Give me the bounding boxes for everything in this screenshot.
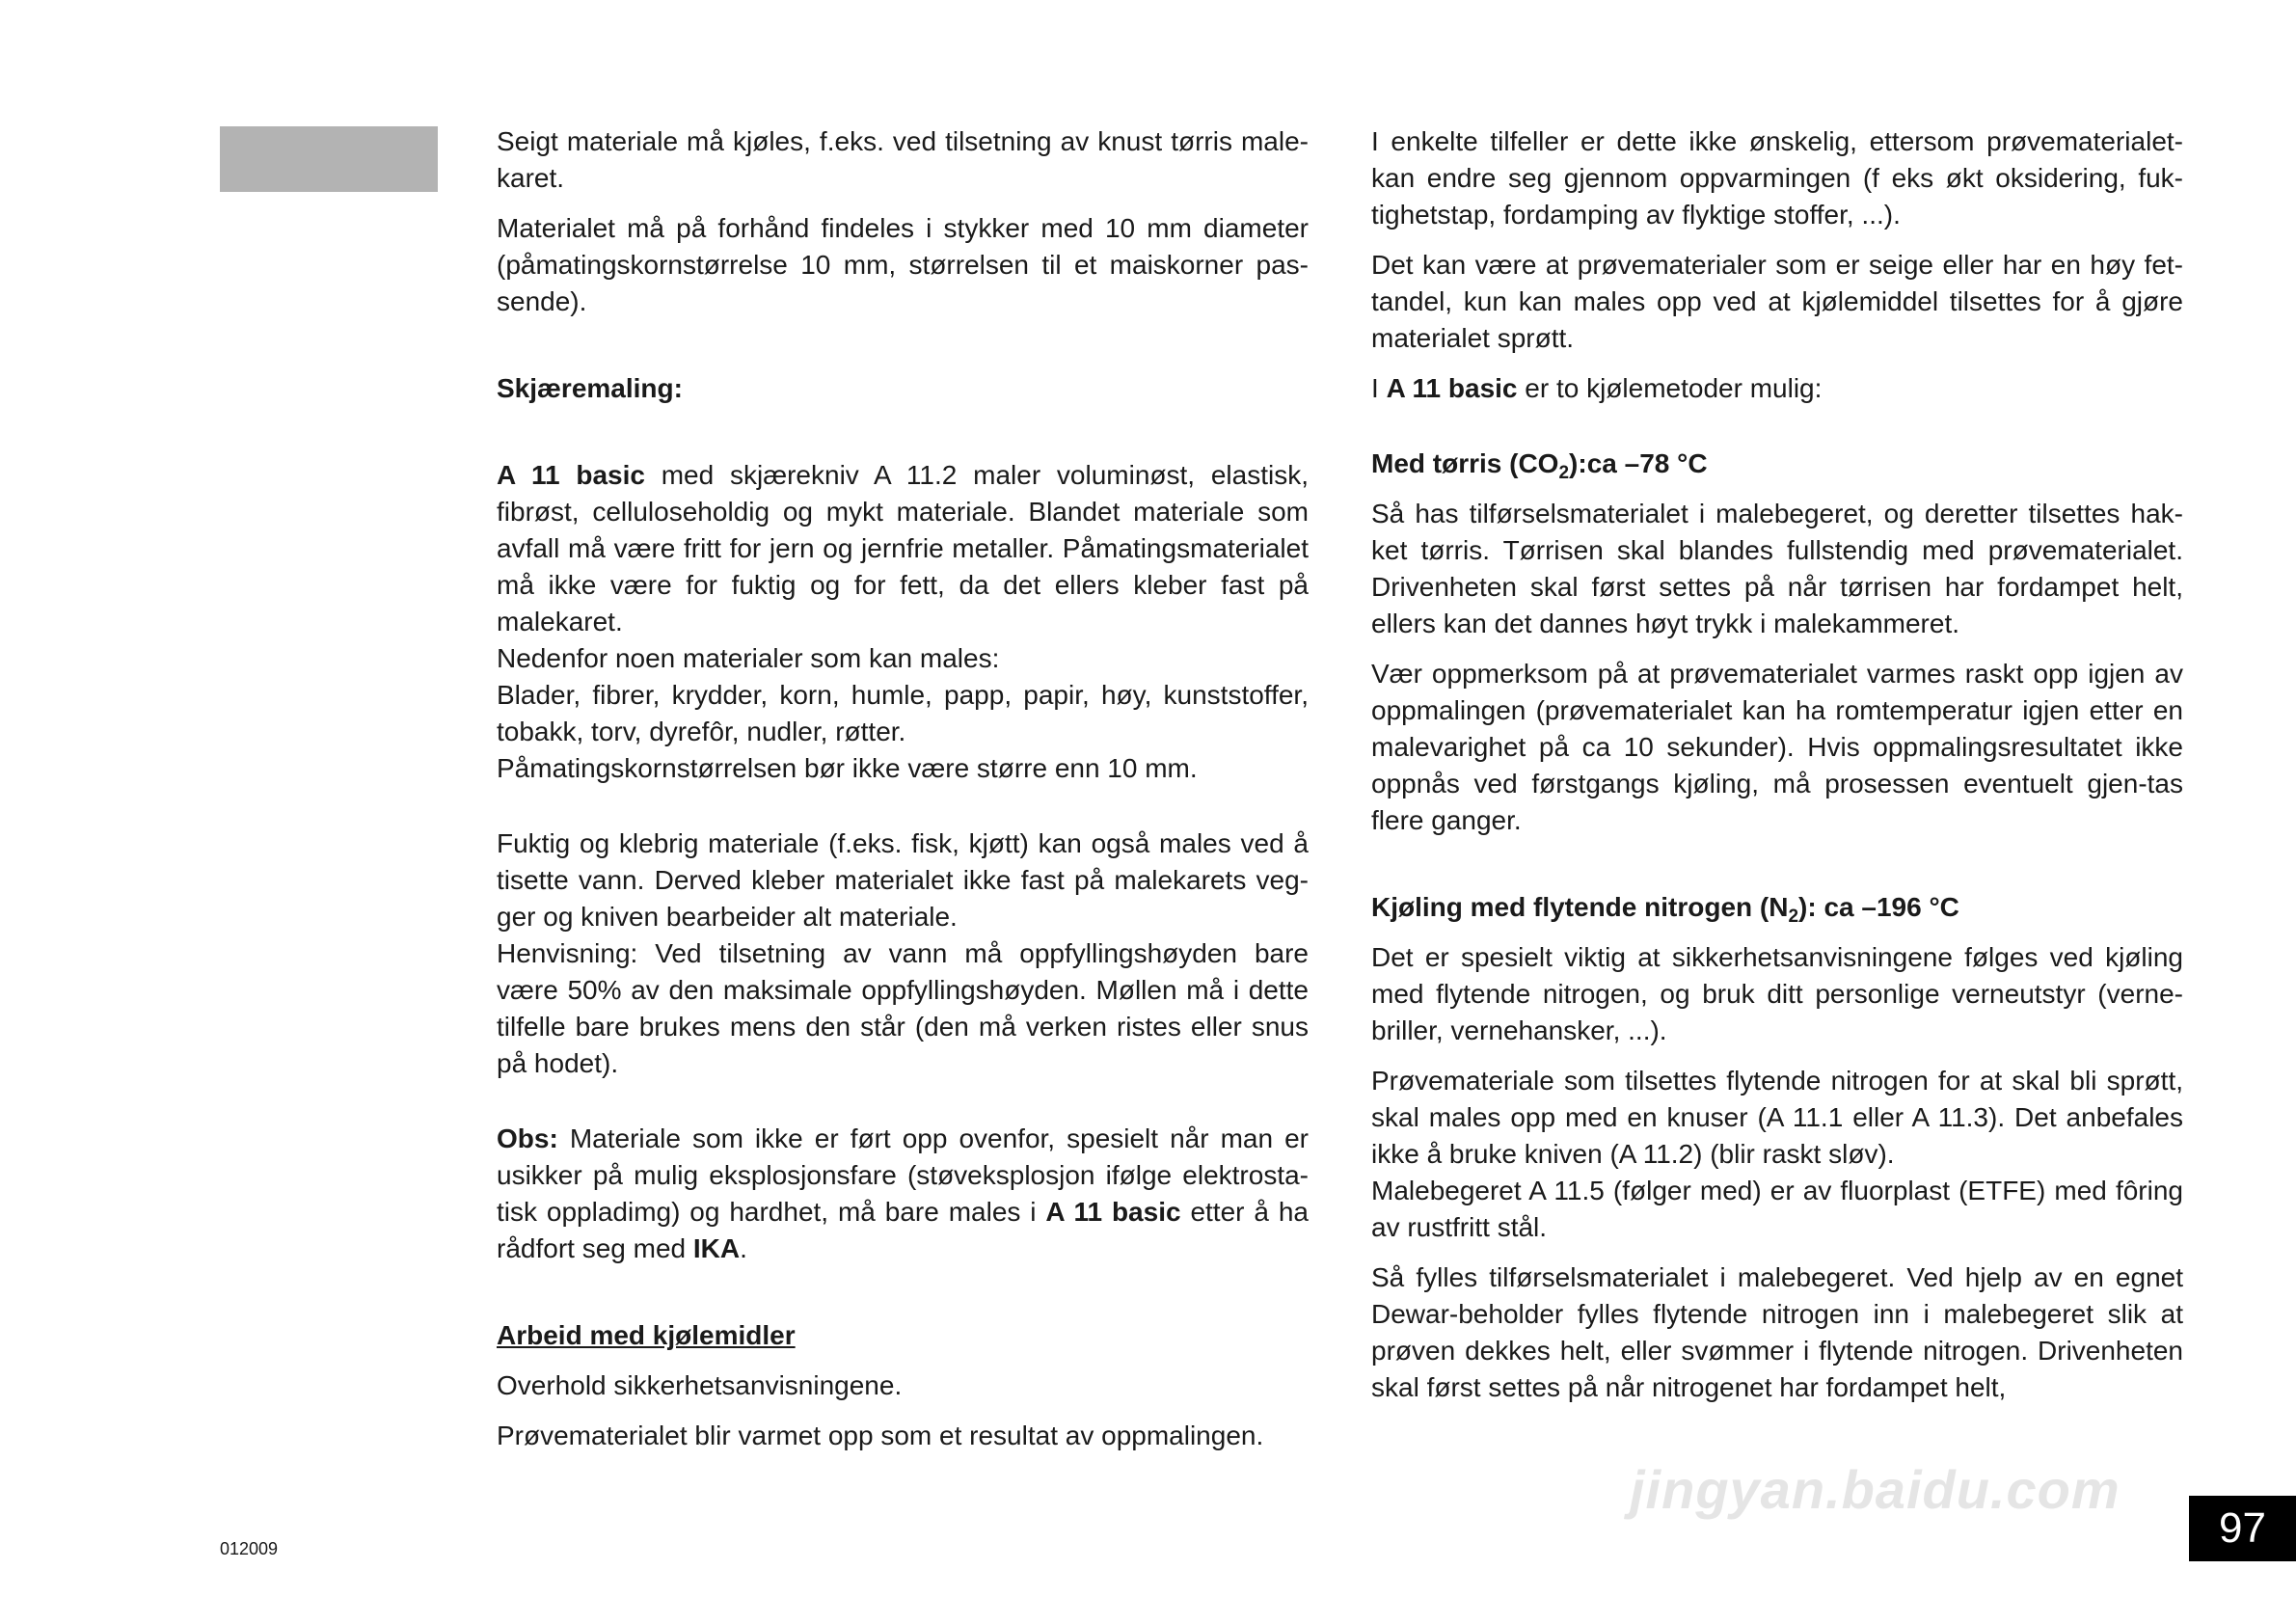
right-column [1371, 123, 2183, 1406]
section-tab-marker [220, 126, 438, 192]
paragraph: I enkelte tilfeller er dette ikke ønskelig, ettersom prøvematerialet-kan endre seg gjennom oppvarmingen (f eks økt oksidering, fuk-tighetstap, fordamping av flyktige stoffer, ...). [1371, 126, 2183, 230]
paragraph-line: Henvisning: Ved tilsetning av vann må oppfyllingshøyden bare være 50% av den maksimale oppfyllingshøyden. Møllen må i dette tilfelle bare brukes mens den står (den må verken ristes eller snus på hodet). [497, 938, 1309, 1078]
paragraph: Det kan være at prøvematerialer som er seige eller har en høy fet-tandel, kun kan males opp ved at kjølemiddel tilsettes for å gjøre materialet sprøtt. [1371, 250, 2183, 353]
obs-paragraph: Obs: Materiale som ikke er ført opp ovenfor, spesielt når man er usikker på mulig eksplosjonsfare (støveksplosjon ifølge elektrosta-tisk oppladimg) og hardhet, må bare males i A 11 basic etter å ha rådfort seg med IKA. [497, 1123, 1309, 1263]
paragraph: Så fylles tilførselsmaterialet i malebegeret. Ved hjelp av en egnet Dewar-beholder fylles flytende nitrogen inn i malebegeret slik at prøven dekkes helt, eller svømmer i flytende nitrogen. Drivenheten skal først settes på når nitrogenet har fordampet helt, [1371, 1262, 2183, 1402]
heading-nitrogen: Kjøling med flytende nitrogen $(N_2)$: ca –196 °C [1371, 892, 1959, 927]
heading-coolant: Arbeid med kjølemidler [497, 1320, 796, 1350]
paragraph-line: Påmatingskornstørrelsen bør ikke være større enn 10 mm. [497, 753, 1198, 783]
paragraph-line: Malebegeret A 11.5 (følger med) er av fluorplast (ETFE) med fôring av rustfritt stål. [1371, 1176, 2183, 1242]
paragraph: Vær oppmerksom på at prøvematerialet varmes raskt opp igjen av oppmalingen (prøvematerialet kan ha romtemperatur igjen etter en malevarighet på ca 10 sekunder). Hvis oppmalingsresultatet ikke oppnås ved førstgangs kjøling, må prosessen eventuelt gjen-tas flere ganger. [1371, 659, 2183, 835]
paragraph: Så has tilførselsmaterialet i malebegeret, og deretter tilsettes hak-ket tørris. Tørrisen skal blandes fullstendig med prøvematerialet. Drivenheten skal først settes på når tørrisen har fordampet helt, ellers kan det dannes høyt trykk i malekammeret. [1371, 499, 2183, 638]
heading-dry-ice: Med tørris $(CO_2):ca$ –78 °C [1371, 448, 1708, 483]
product-name: A 11 basic [497, 460, 645, 490]
paragraph: Prøvemateriale som tilsettes flytende nitrogen for at skal bli sprøtt, skal males opp med en knuser (A 11.1 eller A 11.3). Det anbefales ikke å bruke kniven (A 11.2) (blir raskt sløv). [1371, 1066, 2183, 1169]
paragraph: I A 11 basic er to kjølemetoder mulig: [1371, 373, 1823, 403]
paragraph-line: Nedenfor noen materialer som kan males: [497, 643, 1000, 673]
paragraph: Prøvematerialet blir varmet opp som et resultat av oppmalingen. [497, 1421, 1264, 1450]
watermark: jingyan.baidu.com [1630, 1459, 2120, 1520]
document-code: 012009 [220, 1539, 279, 1558]
paragraph: A 11 basic med skjærekniv A 11.2 maler voluminøst, elastisk, fibrøst, celluloseholdig og mykt materiale. Blandet materiale som avfall må være fritt for jern og jernfrie metaller. Påmatingsmaterialet må ikke være for fuktig og for fett, da det ellers kleber fast på malekaret. [497, 460, 1309, 636]
page-number: 97 [2189, 1496, 2296, 1561]
heading-cutting: Skjæremaling: [497, 373, 683, 403]
obs-label: Obs: [497, 1123, 558, 1153]
paragraph: Overhold sikkerhetsanvisningene. [497, 1370, 903, 1400]
paragraph: Materialet må på forhånd findeles i stykker med 10 mm diameter (påmatingskornstørrelse 10 mm, størrelsen til et maiskorner pas-sende). [497, 213, 1309, 316]
paragraph: Seigt materiale må kjøles, f.eks. ved tilsetning av knust tørris male-karet. [497, 126, 1309, 193]
paragraph-line: Blader, fibrer, krydder, korn, humle, papp, papir, høy, kunststoffer, tobakk, torv, dyrefôr, nudler, røtter. [497, 680, 1309, 746]
paragraph: Fuktig og klebrig materiale (f.eks. fisk, kjøtt) kan også males ved å tisette vann. Derved kleber materialet ikke fast på malekarets veg-ger og kniven bearbeider alt materiale. [497, 828, 1309, 932]
paragraph: Det er spesielt viktig at sikkerhetsanvisningene følges ved kjøling med flytende nitrogen, og bruk ditt personlige verneutstyr (verne-briller, vernehansker, ...). [1371, 942, 2183, 1045]
left-column [497, 123, 1309, 1454]
